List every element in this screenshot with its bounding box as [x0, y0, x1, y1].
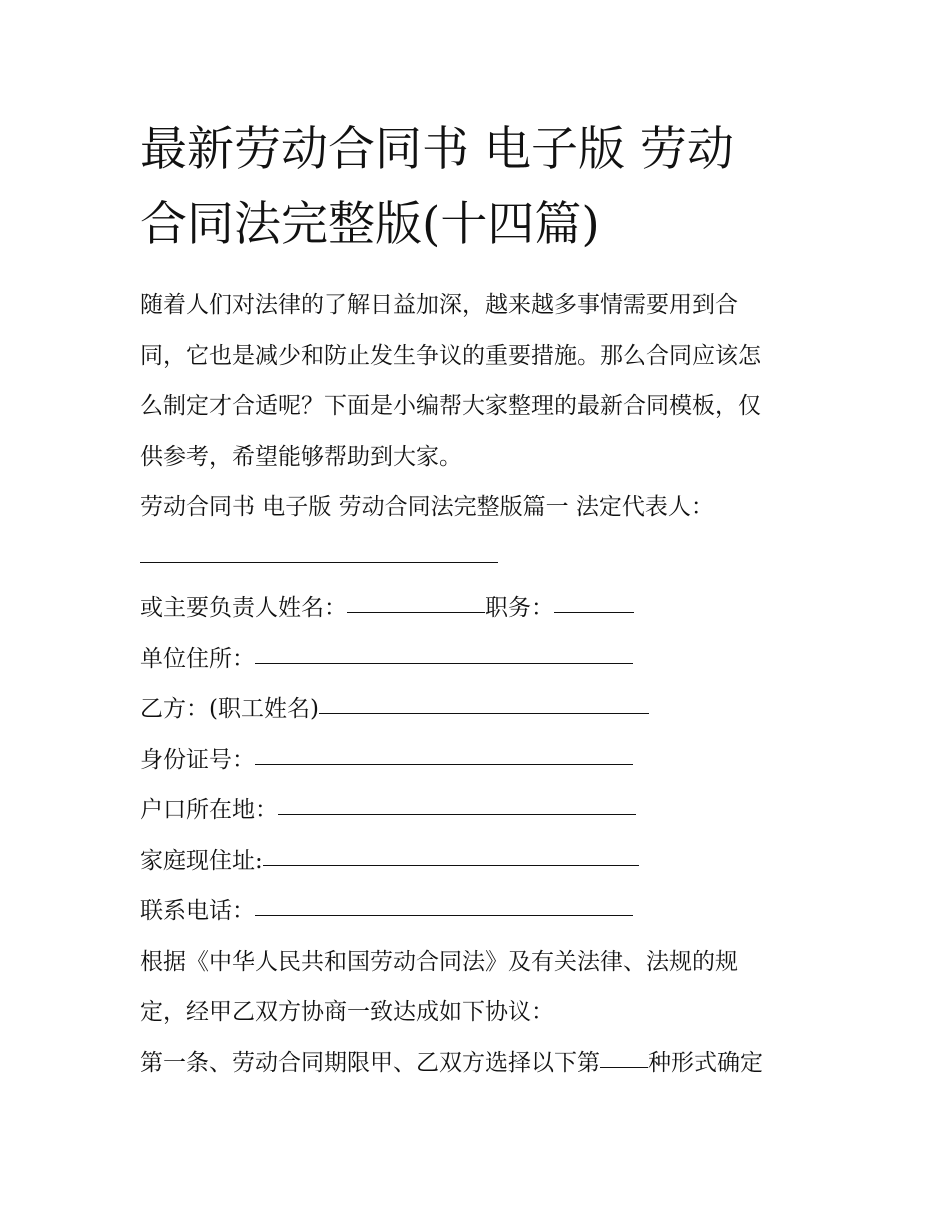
phone-label: 联系电话：: [140, 898, 255, 924]
phone-line: [140, 886, 820, 937]
position-blank: [554, 586, 634, 613]
title-line-2: 合同法完整版(十四篇): [140, 197, 600, 252]
legal-rep-line: [140, 533, 820, 584]
home-label: 家庭现住址:: [140, 847, 263, 874]
id-line: [140, 735, 820, 786]
article-1-suffix: 种形式确定: [648, 1049, 763, 1076]
id-label: 身份证号：: [140, 746, 255, 773]
hukou-blank: [278, 788, 636, 815]
party-b-label: 乙方：(职工姓名): [140, 696, 319, 722]
hukou-line: [140, 785, 820, 836]
principal-line: [140, 583, 820, 634]
position-label: 职务：: [485, 595, 554, 621]
home-line: [140, 836, 820, 887]
hukou-label: 户口所在地：: [140, 797, 278, 823]
address-line: [140, 634, 820, 685]
title-line-1: 最新劳动合同书 电子版 劳动: [140, 122, 734, 177]
party-b-blank: [319, 687, 649, 714]
legal-rep-blank: [140, 536, 498, 563]
id-blank: [255, 738, 633, 765]
intro-line: 随着人们对法律的了解日益加深，越来越多事情需要用到合: [140, 292, 738, 318]
article-1-line: [140, 1038, 820, 1089]
home-blank: [263, 839, 639, 866]
intro-line: 么制定才合适呢？下面是小编帮大家整理的最新合同模板，仅: [140, 393, 761, 419]
document-title: [140, 112, 820, 262]
address-blank: [255, 637, 633, 664]
party-b-line: [140, 684, 820, 735]
article-1-blank: [600, 1041, 648, 1068]
principal-blank: [347, 586, 485, 613]
phone-blank: [255, 889, 633, 916]
section-heading: 劳动合同书 电子版 劳动合同法完整版篇一 法定代表人：: [140, 494, 714, 520]
address-label: 单位住所：: [140, 645, 255, 672]
basis-line: 定，经甲乙双方协商一致达成如下协议：: [140, 999, 554, 1025]
principal-label: 或主要负责人姓名：: [140, 595, 347, 621]
basis-line: 根据《中华人民共和国劳动合同法》及有关法律、法规的规: [140, 948, 738, 975]
document-body: [140, 280, 820, 1088]
article-1-prefix: 第一条、劳动合同期限甲、乙双方选择以下第: [140, 1049, 600, 1076]
intro-line: 同，它也是减少和防止发生争议的重要措施。那么合同应该怎: [140, 342, 761, 369]
intro-line: 供参考，希望能够帮助到大家。: [140, 443, 462, 470]
